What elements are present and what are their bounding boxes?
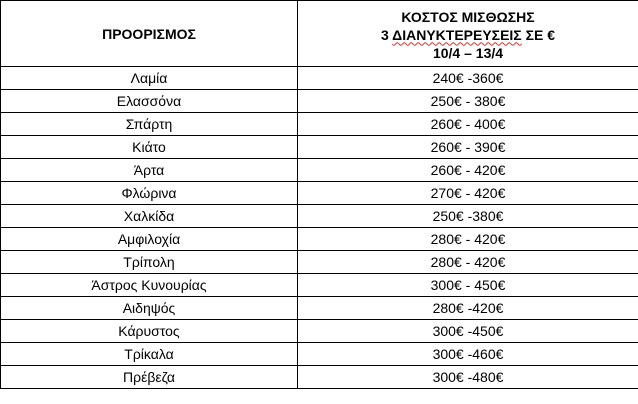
destination-cell: Κάρυστος bbox=[1, 320, 298, 343]
destination-cell: Τρίκαλα bbox=[1, 343, 298, 366]
table-row bbox=[1, 320, 638, 343]
table-row bbox=[1, 90, 638, 113]
destination-cell: Αμφιλοχία bbox=[1, 228, 298, 251]
destination-header: ΠΡΟΟΡΙΣΜΟΣ bbox=[1, 1, 298, 67]
table-body bbox=[1, 67, 638, 389]
table-row bbox=[1, 297, 638, 320]
destination-cell: Πρέβεζα bbox=[1, 366, 298, 389]
destination-cell: Τρίπολη bbox=[1, 251, 298, 274]
cost-header-nights-word: ΔΙΑΝΥΚΤΕΡΕΥΣΕΙΣ bbox=[392, 26, 522, 43]
table-row bbox=[1, 159, 638, 182]
cost-cell: 300€ -480€ bbox=[298, 366, 638, 389]
table-row bbox=[1, 366, 638, 389]
cost-cell: 260€ - 420€ bbox=[298, 159, 638, 182]
table-row bbox=[1, 205, 638, 228]
cost-header-line2 bbox=[298, 26, 638, 44]
cost-header bbox=[298, 1, 638, 67]
destination-cell: Χαλκίδα bbox=[1, 205, 298, 228]
cost-header-nights-count: 3 bbox=[380, 26, 393, 43]
destination-cell: Σπάρτη bbox=[1, 113, 298, 136]
table-row bbox=[1, 251, 638, 274]
cost-cell: 280€ -420€ bbox=[298, 297, 638, 320]
header-row bbox=[1, 1, 638, 67]
cost-cell: 250€ -380€ bbox=[298, 205, 638, 228]
cost-cell: 300€ -460€ bbox=[298, 343, 638, 366]
destination-cell: Άστρος Κυνουρίας bbox=[1, 274, 298, 297]
destination-cell: Άρτα bbox=[1, 159, 298, 182]
table-row bbox=[1, 113, 638, 136]
table-row bbox=[1, 67, 638, 90]
destination-cell: Κιάτο bbox=[1, 136, 298, 159]
cost-cell: 270€ - 420€ bbox=[298, 182, 638, 205]
cost-cell: 240€ -360€ bbox=[298, 67, 638, 90]
table-row bbox=[1, 343, 638, 366]
destination-cell: Αιδηψός bbox=[1, 297, 298, 320]
cost-cell: 260€ - 400€ bbox=[298, 113, 638, 136]
cost-header-currency: ΣΕ € bbox=[521, 26, 556, 43]
cost-cell: 300€ -450€ bbox=[298, 320, 638, 343]
cost-cell: 300€ - 450€ bbox=[298, 274, 638, 297]
cost-cell: 250€ - 380€ bbox=[298, 90, 638, 113]
cost-header-line1: ΚΟΣΤΟΣ ΜΙΣΘΩΣΗΣ bbox=[401, 8, 535, 25]
table-row bbox=[1, 228, 638, 251]
destination-cell: Λαμία bbox=[1, 67, 298, 90]
cost-cell: 260€ - 390€ bbox=[298, 136, 638, 159]
table-row bbox=[1, 182, 638, 205]
table-row bbox=[1, 136, 638, 159]
cost-header-dates: 10/4 – 13/4 bbox=[432, 44, 504, 61]
table-row bbox=[1, 274, 638, 297]
destination-cell: Φλώρινα bbox=[1, 182, 298, 205]
cost-cell: 280€ - 420€ bbox=[298, 251, 638, 274]
destination-cell: Ελασσόνα bbox=[1, 90, 298, 113]
cost-cell: 280€ - 420€ bbox=[298, 228, 638, 251]
